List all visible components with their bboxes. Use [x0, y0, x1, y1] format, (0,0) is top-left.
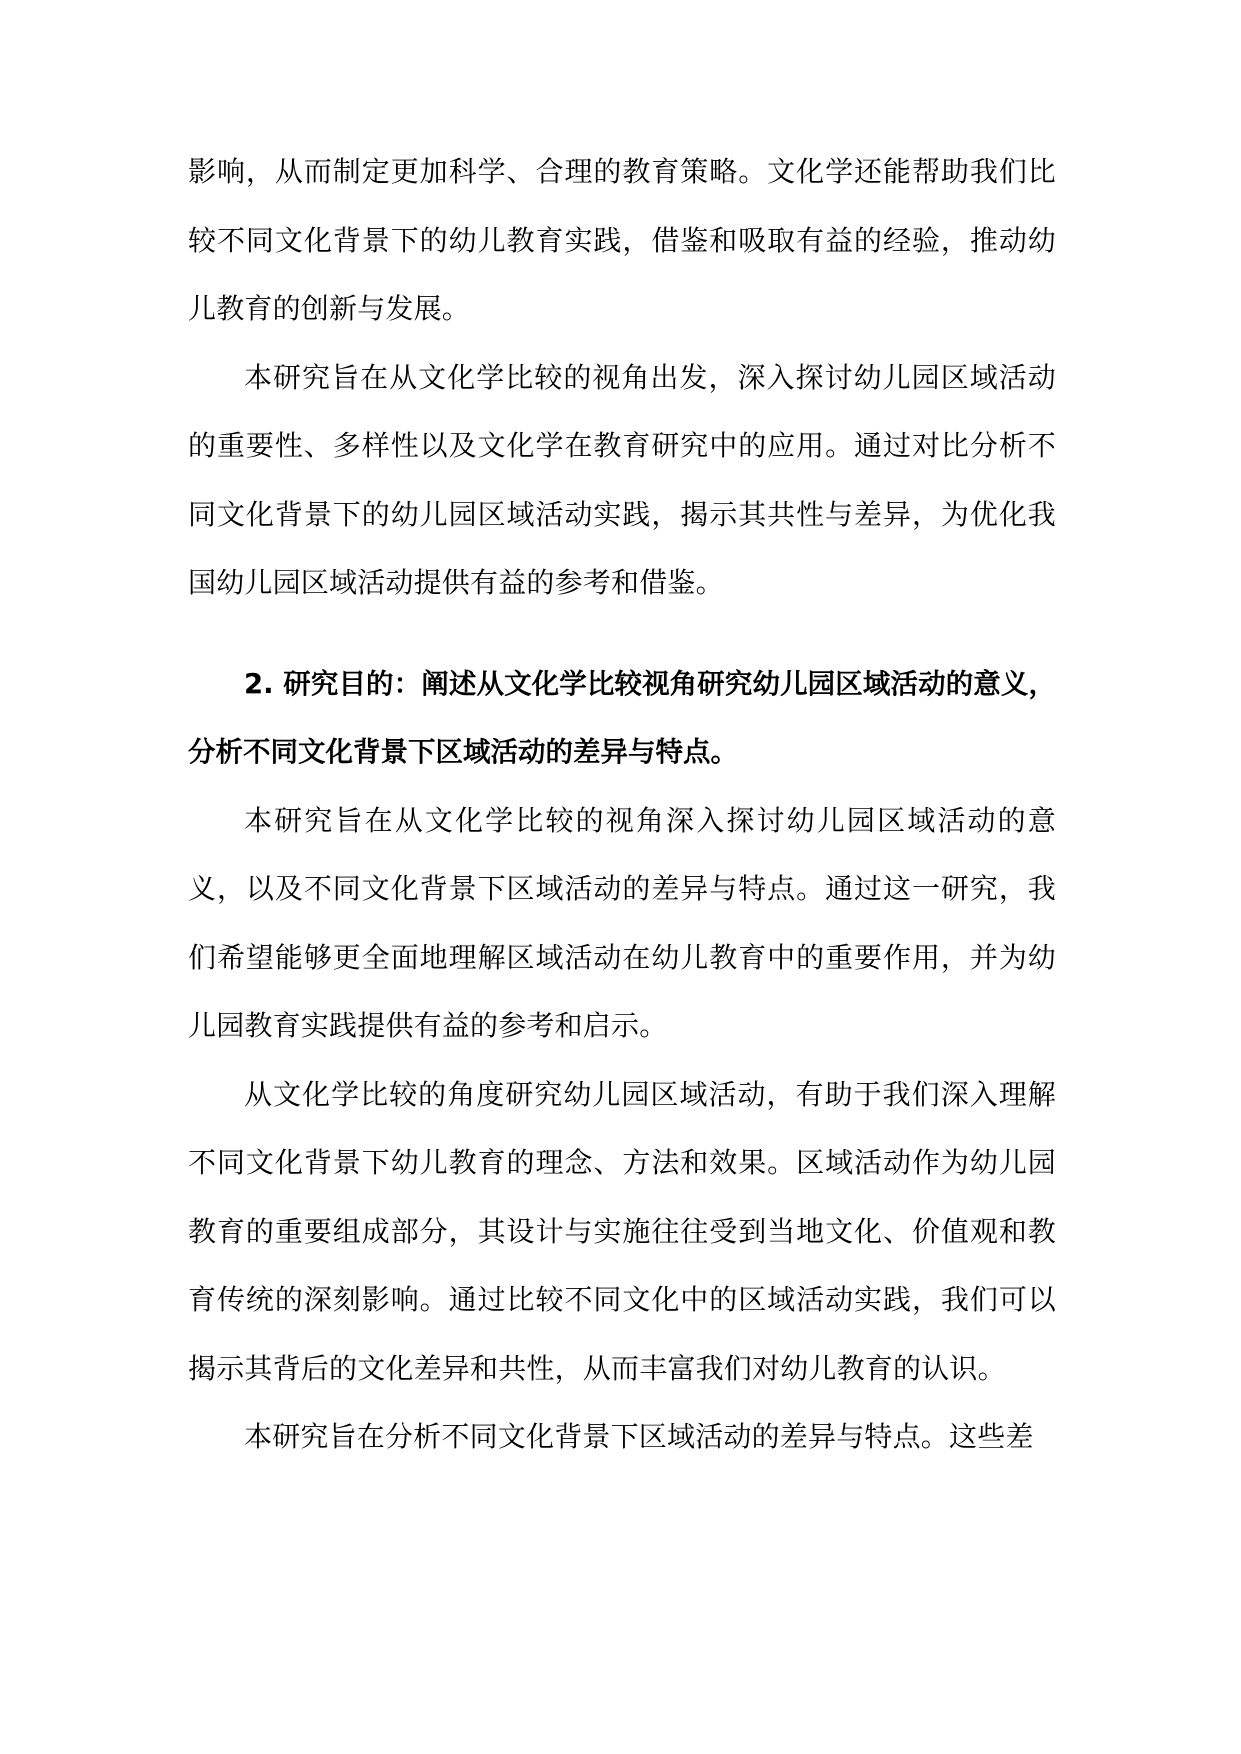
paragraph-research-overview: 本研究旨在从文化学比较的视角出发，深入探讨幼儿园区域活动的重要性、多样性以及文化学在教育研究中的应用。通过对比分析不同文化背景下的幼儿园区域活动实践，揭示其共性与差异，为优化我国幼儿园区域活动提供有益的参考和借鉴。 [188, 360, 1056, 599]
paragraph-cultural-comparison: 从文化学比较的角度研究幼儿园区域活动，有助于我们深入理解不同文化背景下幼儿教育的理念、方法和效果。区域活动作为幼儿园教育的重要组成部分，其设计与实施往往受到当地文化、价值观和教育传统的深刻影响。通过比较不同文化中的区域活动实践，我们可以揭示其背后的文化差异和共性，从而丰富我们对幼儿教育的认识。 [188, 1077, 1056, 1385]
paragraph-differences-start: 本研究旨在分析不同文化背景下区域活动的差异与特点。这些差 [244, 1420, 1034, 1453]
paragraph-purpose-intro: 本研究旨在从文化学比较的视角深入探讨幼儿园区域活动的意义，以及不同文化背景下区域活动的差异与特点。通过这一研究，我们希望能够更全面地理解区域活动在幼儿教育中的重要作用，并为幼儿园教育实践提供有益的参考和启示。 [188, 803, 1056, 1042]
page-body [188, 138, 1056, 1472]
section-heading-research-purpose: 2. 研究目的：阐述从文化学比较视角研究幼儿园区域活动的意义，分析不同文化背景下区域活动的差异与特点。 [188, 667, 1056, 768]
paragraph-continuation: 影响，从而制定更加科学、合理的教育策略。文化学还能帮助我们比较不同文化背景下的幼儿教育实践，借鉴和吸取有益的经验，推动幼儿教育的创新与发展。 [188, 155, 1056, 325]
